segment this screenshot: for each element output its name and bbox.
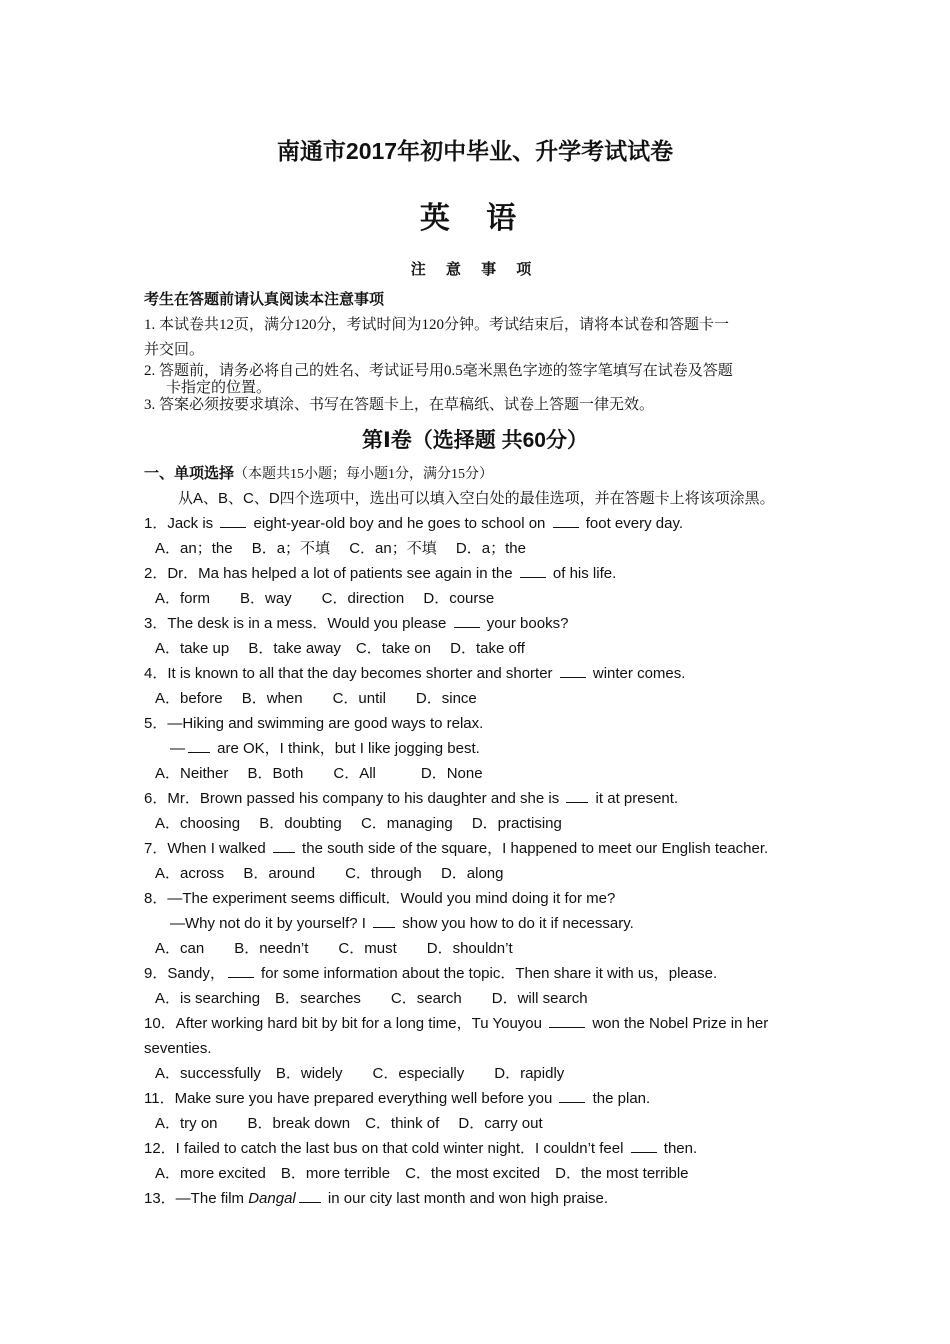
question-7: 7．When I walked the south side of the square，I happened to meet our English teacher.	[144, 840, 769, 857]
question-10: 10．After working hard bit by bit for a long time，Tu Youyou won the Nobel Prize in her	[144, 1015, 769, 1032]
question-11-options: A．try on B．break down C．think of D．carry out	[155, 1115, 543, 1132]
question-9-options: A．is searching B．searches C．search D．will search	[155, 990, 588, 1007]
question-10-line-2: seventies.	[144, 1040, 212, 1057]
answer-blank	[188, 751, 210, 753]
question-5: 5．—Hiking and swimming are good ways to relax.	[144, 715, 484, 732]
question-12: 12．I failed to catch the last bus on that cold winter night．I couldn’t feel then.	[144, 1140, 698, 1157]
answer-blank	[228, 976, 254, 978]
answer-blank	[553, 526, 579, 528]
question-11: 11．Make sure you have prepared everything well before you the plan.	[144, 1090, 651, 1107]
question-6: 6．Mr．Brown passed his company to his daughter and she is it at present.	[144, 790, 679, 807]
question-13: 13．—The film Dangal in our city last month and won high praise.	[144, 1190, 609, 1207]
notice-heading: 考生在答题前请认真阅读本注意事项	[144, 291, 385, 308]
answer-blank	[273, 851, 295, 853]
answer-blank	[520, 576, 546, 578]
notice-item-3: 3. 答案必须按要求填涂、书写在答题卡上，在草稿纸、试卷上答题一律无效。	[144, 397, 655, 413]
question-6-options: A．choosing B．doubting C．managing D．practising	[155, 815, 562, 832]
question-5-options: A．Neither B．Both C．All D．None	[155, 765, 483, 782]
part-label: 一、单项选择	[144, 465, 235, 482]
question-8-line-2: —Why not do it by yourself? I show you how to do it if necessary.	[170, 915, 634, 932]
exam-title: 南通市2017年初中毕业、升学考试试卷	[276, 138, 674, 164]
question-2-options: A．form B．way C．direction D．course	[155, 590, 495, 607]
answer-blank	[299, 1201, 321, 1203]
question-7-options: A．across B．around C．through D．along	[155, 865, 504, 882]
question-1: 1．Jack is eight-year-old boy and he goes to school on foot every day.	[144, 515, 684, 532]
question-2: 2．Dr．Ma has helped a lot of patients see again in the of his life.	[144, 565, 617, 582]
part-heading	[144, 464, 810, 485]
question-9: 9．Sandy， for some information about the topic．Then share it with us，please.	[144, 965, 718, 982]
answer-blank	[373, 926, 395, 928]
question-10-options: A．successfully B．widely C．especially D．rapidly	[155, 1065, 565, 1082]
question-4-options: A．before B．when C．until D．since	[155, 690, 477, 707]
question-3-options: A．take up B．take away C．take on D．take off	[155, 640, 525, 657]
part-note: （本题共15小题；每小题1分，满分15分）	[234, 467, 494, 482]
notice-title: 注 意 事 项	[410, 261, 540, 278]
answer-blank	[549, 1026, 585, 1028]
question-12-options: A．more excited B．more terrible C．the most excited D．the most terrible	[155, 1165, 689, 1182]
film-title: Dangal	[248, 1190, 296, 1207]
question-8-options: A．can B．needn’t C．must D．shouldn’t	[155, 940, 513, 957]
notice-item-2: 2. 答题前，请务必将自己的姓名、考试证号用0.5毫米黑色字迹的签字笔填写在试卷及答题	[144, 363, 733, 379]
answer-blank	[566, 801, 588, 803]
notice-item-1: 1. 本试卷共12页，满分120分，考试时间为120分钟。考试结束后，请将本试卷和答题卡一	[144, 317, 730, 333]
question-4: 4．It is known to all that the day becomes shorter and shorter winter comes.	[144, 665, 686, 682]
question-1-options: A．an；the B．a；不填 C．an；不填 D．a；the	[155, 540, 526, 557]
answer-blank	[631, 1151, 657, 1153]
part-instruction: 从A、B、C、D四个选项中，选出可以填入空白处的最佳选项，并在答题卡上将该项涂黑。	[178, 490, 775, 507]
answer-blank	[220, 526, 246, 528]
answer-blank	[559, 1101, 585, 1103]
question-8: 8．—The experiment seems difficult．Would you mind doing it for me?	[144, 890, 616, 907]
answer-blank	[560, 676, 586, 678]
answer-blank	[454, 626, 480, 628]
question-3: 3．The desk is in a mess．Would you please your books?	[144, 615, 569, 632]
section-title: 第Ⅰ卷（选择题 共60分）	[361, 429, 588, 452]
notice-item-2-cont: 卡指定的位置。	[166, 380, 272, 396]
question-5-line-2: — are OK，I think，but I like jogging best.	[170, 740, 480, 757]
subject-title: 英 语	[419, 202, 531, 235]
notice-item-1-cont: 并交回。	[144, 342, 205, 358]
